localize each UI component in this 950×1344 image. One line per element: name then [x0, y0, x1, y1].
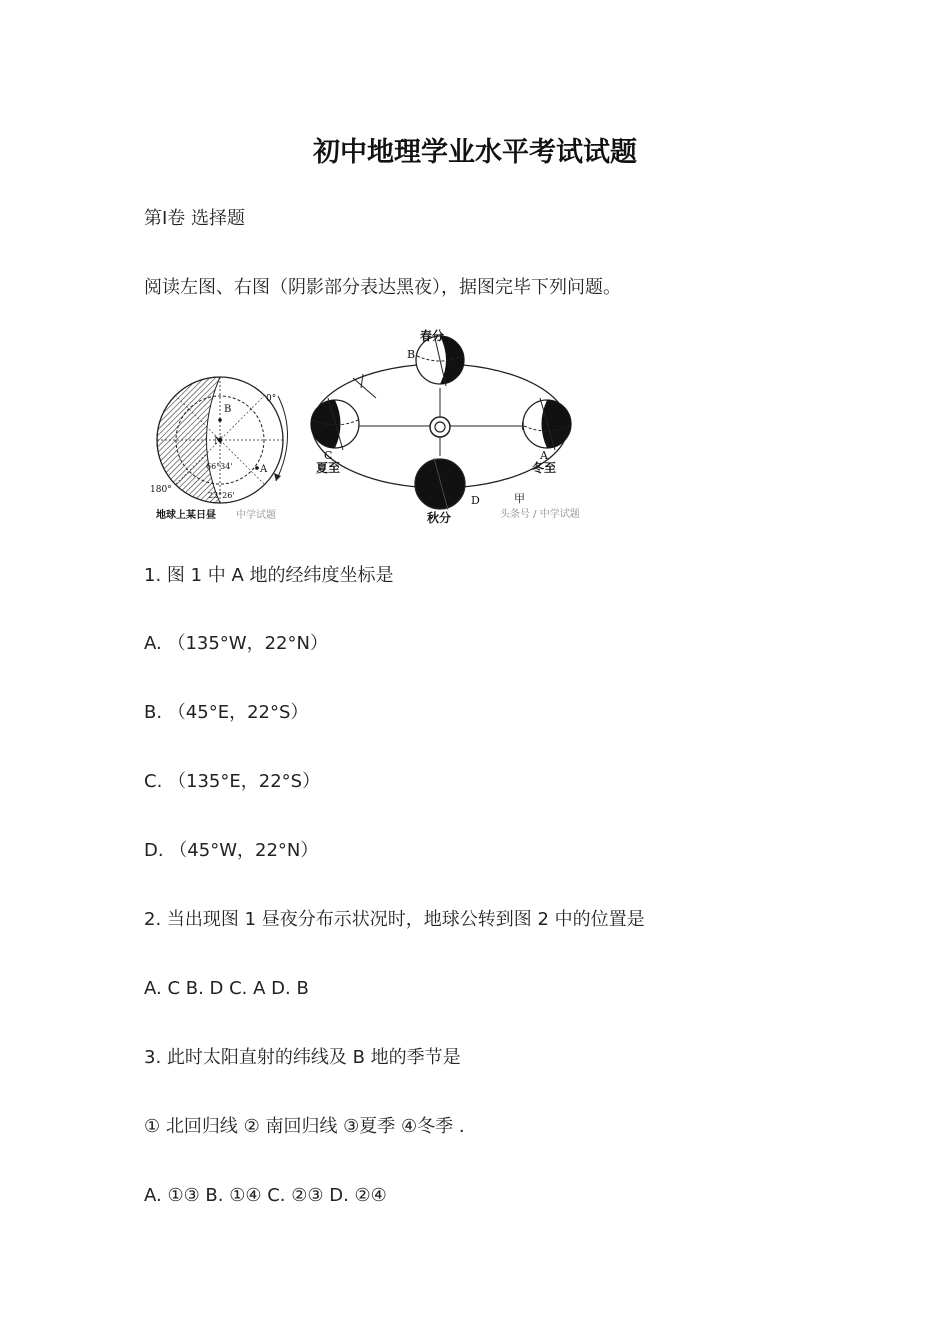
left-label-180deg: 180° — [150, 485, 172, 495]
left-caption: 地球上某日昼 — [156, 510, 216, 521]
polar-view-diagram — [150, 377, 288, 521]
label-summer: 夏至 — [316, 461, 341, 475]
label-spring: 春分 — [420, 329, 445, 343]
orbit-diagram — [311, 328, 580, 525]
left-label-n: N — [214, 436, 223, 447]
section-heading: 第Ⅰ卷 选择题 — [144, 208, 246, 229]
page-title: 初中地理学业水平考试试题 — [313, 137, 637, 168]
question-3-options: A. ①③ B. ①④ C. ②③ D. ②④ — [144, 1185, 387, 1206]
left-label-23-26: 23°26' — [208, 491, 235, 500]
earth-figure-drawing — [148, 326, 603, 526]
label-winter: 冬至 — [532, 461, 557, 475]
label-autumn: 秋分 — [427, 511, 452, 525]
question-1-option-b: B. （45°E，22°S） — [144, 702, 309, 723]
earth-figure — [148, 326, 603, 526]
left-label-a: A — [260, 464, 268, 475]
label-a: A — [540, 449, 548, 462]
question-1-option-c: C. （135°E，22°S） — [144, 771, 321, 792]
question-2-options: A. C B. D C. A D. B — [144, 978, 309, 999]
question-1-option-d: D. （45°W，22°N） — [144, 840, 319, 861]
left-watermark: 中学试题 — [236, 510, 276, 521]
label-d: D — [471, 494, 480, 507]
label-b: B — [407, 348, 416, 361]
label-jia: 甲 — [514, 492, 525, 505]
question-3-stem: 3. 此时太阳直射的纬线及 B 地的季节是 — [144, 1047, 461, 1068]
question-1-stem: 1. 图 1 中 A 地的经纬度坐标是 — [144, 565, 394, 586]
left-label-66-34: 66°34' — [206, 462, 233, 471]
question-1-option-a: A. （135°W，22°N） — [144, 633, 328, 654]
left-label-0deg: 0° — [266, 394, 277, 404]
left-label-b: B — [224, 404, 232, 415]
earth-autumn-icon — [415, 458, 465, 510]
reading-instruction: 阅读左图、右图（阴影部分表达黑夜），据图完毕下列问题。 — [144, 277, 621, 298]
right-watermark: 头条号 / 中学试题 — [500, 509, 580, 520]
question-2-stem: 2. 当出现图 1 昼夜分布示状况时，地球公转到图 2 中的位置是 — [144, 909, 645, 930]
label-c: C — [324, 449, 333, 462]
question-3-items: ① 北回归线 ② 南回归线 ③夏季 ④冬季 . — [144, 1116, 465, 1137]
